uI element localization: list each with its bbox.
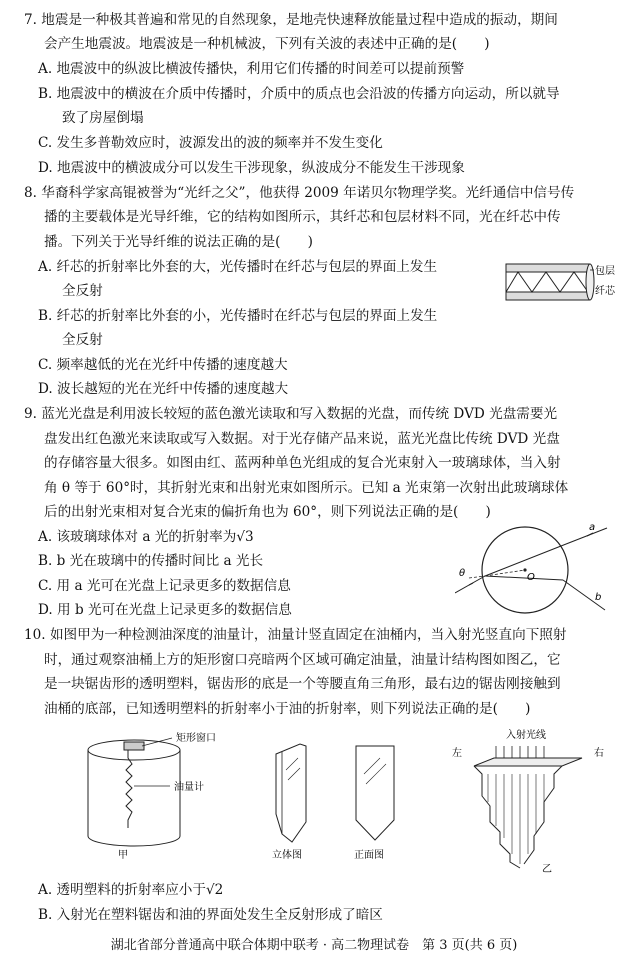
- q9-stem-line3: 的存储容量大很多。如图由红、蓝两种单色光组成的复合光束射入一玻璃球体，当入射: [44, 455, 561, 471]
- fiber-cladding-label: 包层: [595, 266, 615, 277]
- q10-option-b: B. 入射光在塑料锯齿和油的界面处发生全反射形成了暗区: [38, 907, 383, 923]
- q7-option-c: C. 发生多普勒效应时，波源发出的波的频率并不发生变化: [38, 135, 383, 151]
- fiber-core-label: 纤芯: [595, 286, 615, 297]
- view-3d-label: 立体图: [272, 850, 302, 861]
- gauge-views-figure: [268, 740, 428, 862]
- q7-stem-line2: 会产生地震波。地震波是一种机械波，下列有关波的表述中正确的是( ): [44, 36, 490, 52]
- q8-option-a-line1: A. 纤芯的折射率比外套的大，光传播时在纤芯与包层的界面上发生: [38, 259, 438, 275]
- optical-fiber-figure: [504, 258, 616, 308]
- q10-stem-line2: 时，通过观察油桶上方的矩形窗口亮暗两个区域可确定油量，油量计结构图如图乙，它: [44, 652, 561, 668]
- ray-a-label: a: [589, 522, 596, 533]
- q9-stem-line4: 角 θ 等于 60°时，其折射光束和出射光束如图所示。已知 a 光束第一次射出此玻璃球体: [44, 480, 569, 496]
- q8-stem-line1: 8. 华裔科学家高锟被誉为“光纤之父”，他获得 2009 年诺贝尔物理学奖。光纤通信中信号传: [24, 185, 575, 201]
- q9-option-a: A. 该玻璃球体对 a 光的折射率为√3: [38, 529, 254, 545]
- angle-theta-label: θ: [459, 568, 466, 579]
- q7-option-b-line1: B. 地震波中的横波在介质中传播时，介质中的质点也会沿波的传播方向运动，所以就导: [38, 86, 560, 102]
- q8-option-b-line1: B. 纤芯的折射率比外套的小，光传播时在纤芯与包层的界面上发生: [38, 308, 438, 324]
- window-label: 矩形窗口: [176, 733, 216, 744]
- q9-stem-line5: 后的出射光束相对复合光束的偏折角也为 60°，则下列说法正确的是( ): [44, 504, 491, 520]
- q7-option-a: A. 地震波中的纵波比横波传播快，利用它们传播的时间差可以提前预警: [38, 61, 465, 77]
- incident-light-label: 入射光线: [506, 730, 546, 741]
- page-footer: 湖北省部分普通高中联合体期中联考 · 高二物理试卷 第 3 页(共 6 页): [110, 938, 518, 953]
- ray-b-label: b: [595, 592, 602, 603]
- q9-stem-line2: 盘发出红色激光来读取或写入数据。对于光存储产品来说，蓝光光盘比传统 DVD 光盘: [44, 431, 560, 447]
- q8-option-b-line2: 全反射: [62, 332, 103, 348]
- figure-jia-label: 甲: [118, 850, 128, 861]
- glass-sphere-figure: [455, 518, 615, 618]
- q9-option-b: B. b 光在玻璃中的传播时间比 a 光长: [38, 553, 264, 569]
- q7-option-b-line2: 致了房屋倒塌: [62, 110, 144, 126]
- figure-yi-label: 乙: [542, 864, 552, 875]
- q10-stem-line4: 油桶的底部，已知透明塑料的折射率小于油的折射率，则下列说法正确的是( ): [44, 701, 531, 717]
- q10-option-a: A. 透明塑料的折射率应小于√2: [38, 882, 224, 898]
- q8-stem-line3: 播。下列关于光导纤维的说法正确的是( ): [44, 234, 313, 250]
- q10-stem-line1: 10. 如图甲为一种检测油深度的油量计，油量计竖直固定在油桶内，当入射光竖直向下照射: [24, 627, 567, 643]
- q10-stem-line3: 是一块锯齿形的透明塑料，锯齿形的底是一个等腰直角三角形，最右边的锯齿刚接触到: [44, 676, 561, 692]
- q9-stem-line1: 9. 蓝光光盘是利用波长较短的蓝色激光读取和写入数据的光盘，而传统 DVD 光盘需要光: [24, 406, 558, 422]
- center-o-label: O: [527, 572, 535, 583]
- right-label: 右: [594, 748, 604, 759]
- q9-option-c: C. 用 a 光可在光盘上记录更多的数据信息: [38, 578, 291, 594]
- sawtooth-gauge-figure: [444, 726, 614, 876]
- q8-option-d: D. 波长越短的光在光纤中传播的速度越大: [38, 381, 289, 397]
- oil-tank-figure: [84, 728, 260, 862]
- q8-option-a-line2: 全反射: [62, 283, 103, 299]
- view-front-label: 正面图: [354, 850, 384, 861]
- q8-option-c: C. 频率越低的光在光纤中传播的速度越大: [38, 357, 288, 373]
- q9-option-d: D. 用 b 光可在光盘上记录更多的数据信息: [38, 602, 292, 618]
- left-label: 左: [452, 748, 462, 759]
- q7-option-d: D. 地震波中的横波成分可以发生干涉现象，纵波成分不能发生干涉现象: [38, 160, 465, 176]
- q8-stem-line2: 播的主要载体是光导纤维，它的结构如图所示，其纤芯和包层材料不同，光在纤芯中传: [44, 209, 561, 225]
- q7-stem-line1: 7. 地震是一种极其普遍和常见的自然现象，是地壳快速释放能量过程中造成的振动，期间: [24, 12, 558, 28]
- gauge-label: 油量计: [174, 782, 204, 793]
